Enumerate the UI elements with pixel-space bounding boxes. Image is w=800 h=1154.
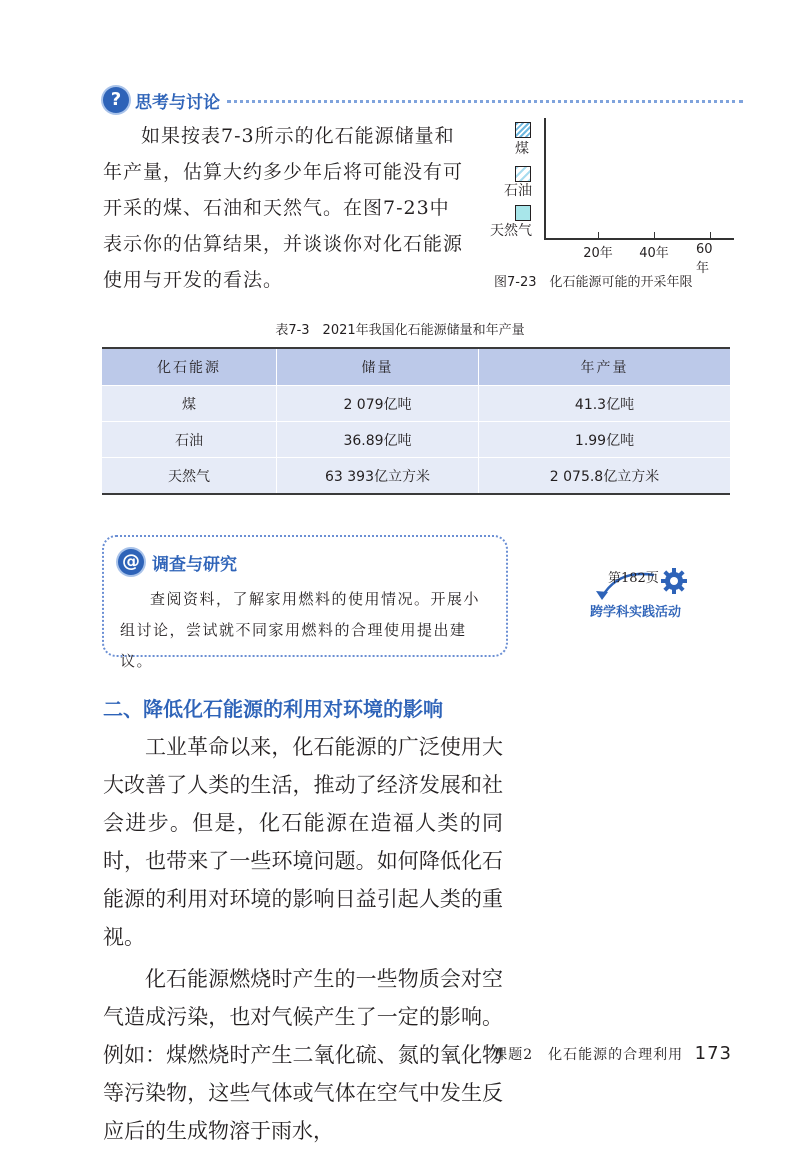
figure-7-23 [478,118,738,293]
gas-plain-swatch [515,205,531,221]
think-discuss-paragraph: 如果按表7-3所示的化石能源储量和年产量，估算大约多少年后将可能没有可开采的煤、石油和天然气。在图7-23中表示你的估算结果，并谈谈你对化石能源使用与开发的看法。 [103,125,464,291]
table-cell: 石油 [102,422,277,458]
table-cell: 2 079亿吨 [277,386,479,422]
fossil-energy-table [102,347,730,495]
x-tick [598,232,599,239]
table-row [102,386,730,422]
table-cell: 63 393亿立方米 [277,458,479,495]
table-row [102,458,730,495]
x-tick [710,232,711,239]
section-body [103,728,503,1154]
cross-discipline-link[interactable] [588,567,698,627]
table-cell: 36.89亿吨 [277,422,479,458]
dotted-divider [227,100,743,103]
table-cell: 2 075.8亿立方米 [479,458,731,495]
at-sign-icon: @ [118,549,144,575]
x-tick-label: 40年 [639,246,669,261]
think-discuss-header [103,87,743,115]
cross-link-page: 第182页 [608,571,659,586]
coal-hatch-swatch [515,122,531,138]
survey-research-title: 调查与研究 [152,555,237,575]
page-number: 173 [694,1043,732,1064]
body-paragraph: 工业革命以来，化石能源的广泛使用大大改善了人类的生活，推动了经济发展和社会进步。但是，化石能源在造福人类的同时，也带来了一些环境问题。如何降低化石能源的利用对环境的影响日益引起人类的重视。 [103,735,503,949]
column-header: 化石能源 [102,348,277,386]
legend-coal-label: 煤 [515,141,529,157]
cross-link-label: 跨学科实践活动 [590,605,682,620]
table-header-row [102,348,730,386]
table-cell: 天然气 [102,458,277,495]
column-header: 年产量 [479,348,731,386]
legend-oil-label: 石油 [504,183,532,199]
legend-gas-label: 天然气 [490,223,532,239]
y-axis [544,118,546,240]
table-cell: 1.99亿吨 [479,422,731,458]
running-title: 课题2 化石能源的合理利用 [493,1047,684,1063]
table-cell: 41.3亿吨 [479,386,731,422]
table-cell: 煤 [102,386,277,422]
table-caption: 表7-3 2021年我国化石能源储量和年产量 [275,323,525,338]
body-paragraph: 化石能源燃烧时产生的一些物质会对空气造成污染，也对气候产生了一定的影响。例如：煤燃烧时产生二氧化硫、氮的氧化物等污染物，这些气体或气体在空气中发生反应后的生成物溶于雨水， [103,967,503,1143]
table-row [102,422,730,458]
page-footer [493,1043,732,1064]
gear-icon [660,567,688,595]
survey-research-box [102,535,508,670]
question-bubble-icon: ? [103,87,129,113]
x-tick-label: 20年 [583,246,613,261]
column-header: 储量 [277,348,479,386]
survey-research-text: 查阅资料，了解家用燃料的使用情况。开展小组讨论，尝试就不同家用燃料的合理使用提出建议。 [120,590,481,670]
think-discuss-title: 思考与讨论 [135,93,220,113]
x-axis [544,238,734,240]
x-tick-label: 60年 [696,242,713,276]
figure-caption: 图7-23 化石能源可能的开采年限 [494,275,693,290]
x-tick [654,232,655,239]
section-heading: 二、降低化石能源的利用对环境的影响 [103,697,443,721]
